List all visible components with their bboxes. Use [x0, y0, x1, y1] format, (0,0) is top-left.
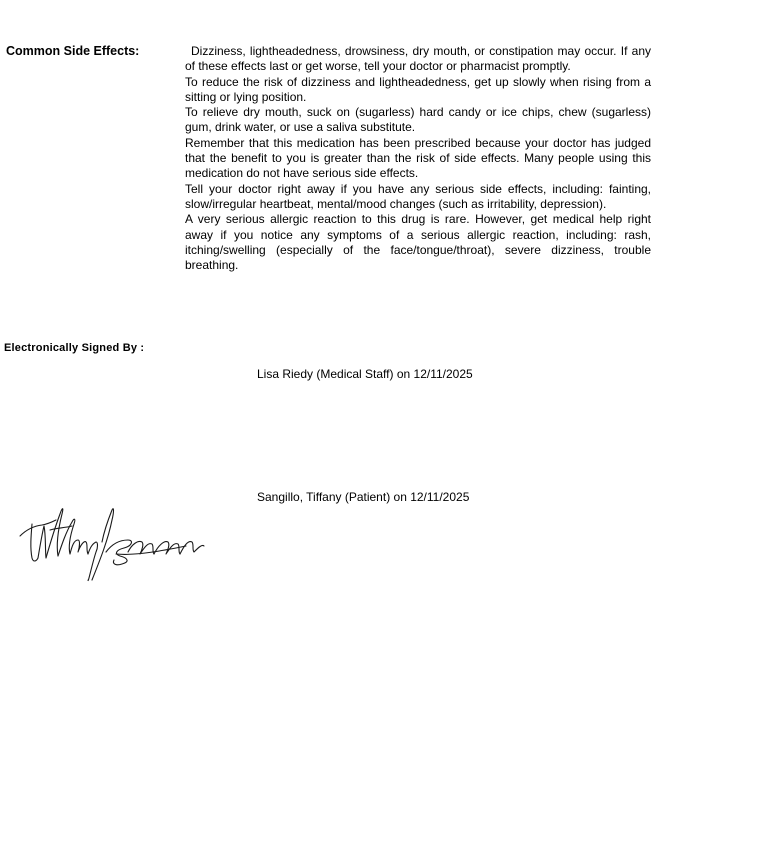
side-effects-paragraph: Tell your doctor right away if you have any serious side effects, including: fainting, slow/irregular heartbeat, mental/mood changes (such as irritability, depression).	[185, 181, 651, 211]
side-effects-paragraph: Dizziness, lightheadedness, drowsiness, dry mouth, or constipation may occur. If any of these effects last or get worse, tell your doctor or pharmacist promptly.	[185, 44, 651, 74]
side-effects-heading: Common Side Effects:	[6, 44, 140, 58]
handwritten-signature	[16, 500, 208, 588]
side-effects-paragraph: To relieve dry mouth, suck on (sugarless) hard candy or ice chips, chew (sugarless) gum, drink water, or use a saliva substitute.	[185, 105, 651, 135]
patient-signer: Sangillo, Tiffany (Patient) on 12/11/2025	[257, 490, 470, 504]
side-effects-paragraph: A very serious allergic reaction to this drug is rare. However, get medical help right away if you notice any symptoms of a serious allergic reaction, including: rash, itching/swelling (especially of the face/tongue/throat), severe dizziness, trouble breathing.	[185, 212, 651, 273]
side-effects-text	[185, 44, 651, 273]
side-effects-paragraph: Remember that this medication has been prescribed because your doctor has judged that the benefit to you is greater than the risk of side effects. Many people using this medication do not have serious side effects.	[185, 135, 651, 181]
electronically-signed-heading: Electronically Signed By :	[4, 342, 145, 354]
side-effects-paragraph: To reduce the risk of dizziness and lightheadedness, get up slowly when rising from a sitting or lying position.	[185, 74, 651, 104]
medical-staff-signer: Lisa Riedy (Medical Staff) on 12/11/2025	[257, 367, 473, 381]
